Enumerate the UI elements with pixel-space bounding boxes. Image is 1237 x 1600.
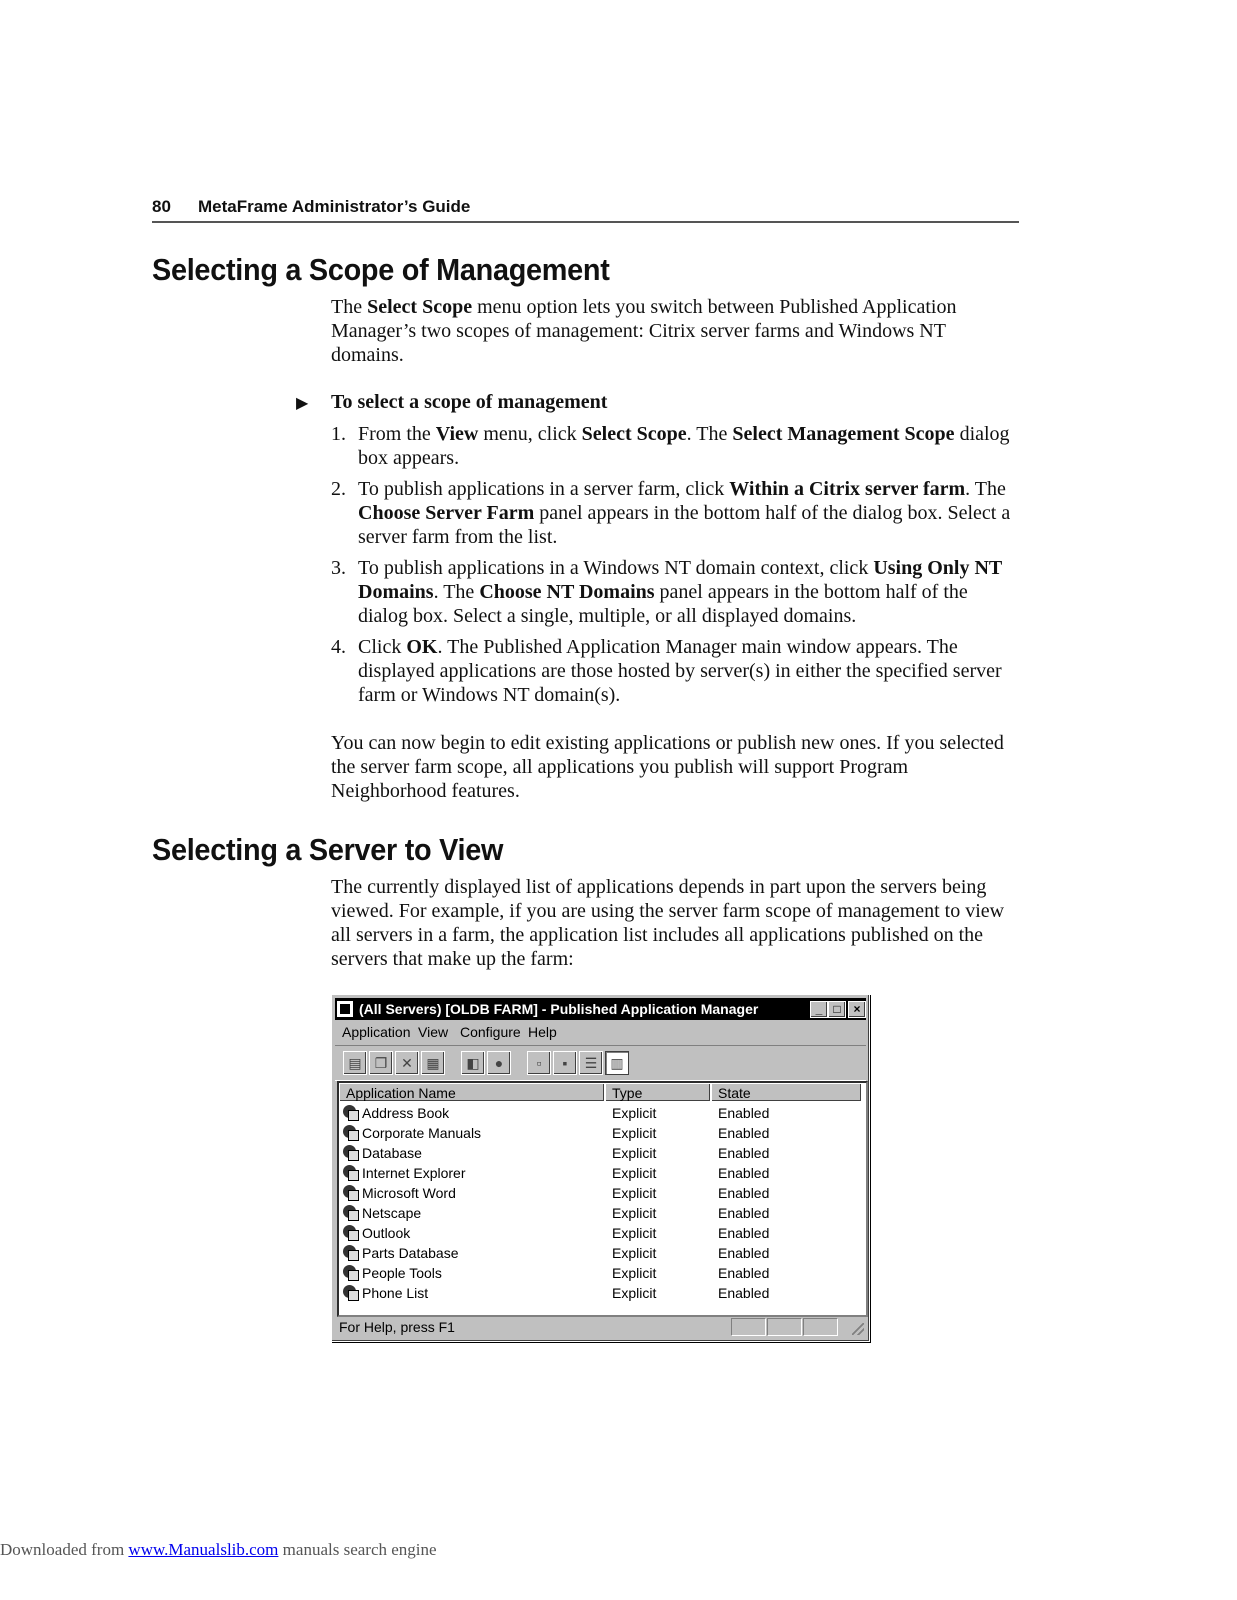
list-item[interactable]: Internet Explorer Explicit Enabled <box>339 1163 866 1183</box>
delete-icon[interactable]: ✕ <box>395 1051 419 1075</box>
section-heading-scope: Selecting a Scope of Management <box>152 252 610 287</box>
list-item[interactable]: Address Book Explicit Enabled <box>339 1103 866 1123</box>
menu-configure[interactable]: Configure <box>460 1024 521 1040</box>
list-item[interactable]: Parts Database Explicit Enabled <box>339 1243 866 1263</box>
status-text: For Help, press F1 <box>339 1319 455 1335</box>
published-app-icon <box>342 1105 358 1121</box>
published-app-manager-window <box>331 994 870 1342</box>
published-app-icon <box>342 1245 358 1261</box>
list-item[interactable]: People Tools Explicit Enabled <box>339 1263 866 1283</box>
resize-grip-icon[interactable] <box>852 1323 864 1335</box>
step-item: 4. Click OK. The Published Application Manager main window appears. The displayed applications are those hosted by server(s) in either the specified server farm or Windows NT domain(s). <box>331 636 1002 706</box>
list-item[interactable]: Database Explicit Enabled <box>339 1143 866 1163</box>
published-app-icon <box>342 1125 358 1141</box>
server-view-paragraph: The currently displayed list of applications depends in part upon the servers being viewed. For example, if you are using the server farm scope of management to view all servers in a farm, the application list includes all applications published on the servers that make up the farm: <box>331 876 1005 970</box>
list-item[interactable]: Phone List Explicit Enabled <box>339 1283 866 1303</box>
toolbar <box>335 1045 866 1081</box>
published-app-icon <box>342 1165 358 1181</box>
small-icons-view-icon[interactable]: ▪ <box>553 1051 577 1075</box>
published-app-icon <box>342 1285 358 1301</box>
list-view-icon[interactable]: ☰ <box>579 1051 603 1075</box>
window-titlebar[interactable] <box>335 998 866 1020</box>
published-app-icon <box>342 1185 358 1201</box>
application-list <box>337 1081 868 1317</box>
list-item[interactable]: Microsoft Word Explicit Enabled <box>339 1183 866 1203</box>
procedure-arrow-icon: ▶ <box>296 395 309 412</box>
section-heading-server-view: Selecting a Server to View <box>152 832 504 867</box>
status-panel <box>803 1318 838 1336</box>
pie-icon[interactable]: ● <box>487 1051 511 1075</box>
list-item[interactable]: Netscape Explicit Enabled <box>339 1203 866 1223</box>
new-icon[interactable]: ▤ <box>343 1051 367 1075</box>
app-window-icon <box>337 1001 353 1017</box>
published-app-icon <box>342 1265 358 1281</box>
manualslib-link[interactable]: www.Manualslib.com <box>128 1540 279 1559</box>
large-icons-view-icon[interactable]: ▫ <box>527 1051 551 1075</box>
scope-closing-paragraph: You can now begin to edit existing applications or publish new ones. If you selected the server farm scope, all applications you publish will support Program Neighborhood features. <box>331 732 1004 802</box>
copy-icon[interactable]: ❐ <box>369 1051 393 1075</box>
step-item: 3. To publish applications in a Windows NT domain context, click Using Only NT Domains. The Choose NT Domains panel appears in the bottom half of the dialog box. Select a single, multiple, or all displayed domains. <box>331 557 1002 627</box>
list-item[interactable]: Corporate Manuals Explicit Enabled <box>339 1123 866 1143</box>
close-button[interactable]: × <box>848 1001 866 1018</box>
column-header-state[interactable]: State <box>711 1083 862 1102</box>
menu-bar <box>335 1022 866 1044</box>
ica-file-icon[interactable]: ◧ <box>461 1051 485 1075</box>
maximize-button[interactable]: □ <box>828 1001 846 1018</box>
procedure-title: To select a scope of management <box>331 391 608 413</box>
steps-list <box>331 422 1021 714</box>
minimize-button[interactable]: _ <box>810 1001 828 1018</box>
step-item: 2. To publish applications in a server farm, click Within a Citrix server farm. The Choose Server Farm panel appears in the bottom half of the dialog box. Select a server farm from the list. <box>331 478 1011 548</box>
column-header-name[interactable]: Application Name <box>339 1083 605 1102</box>
running-header <box>152 197 1019 223</box>
menu-view[interactable]: View <box>418 1024 449 1040</box>
published-app-icon <box>342 1145 358 1161</box>
page-number: 80 <box>152 197 171 216</box>
window-title: (All Servers) [OLDB FARM] - Published Application Manager <box>359 1001 759 1017</box>
download-footer: Downloaded from www.Manualslib.com manuals search engine <box>0 1540 437 1559</box>
details-view-icon[interactable]: ▥ <box>605 1051 629 1075</box>
list-item[interactable]: Outlook Explicit Enabled <box>339 1223 866 1243</box>
published-app-icon <box>342 1205 358 1221</box>
properties-icon[interactable]: ▦ <box>421 1051 445 1075</box>
column-header-type[interactable]: Type <box>605 1083 711 1102</box>
menu-application[interactable]: Application <box>342 1024 411 1040</box>
status-panel <box>767 1318 802 1336</box>
step-item: 1. From the View menu, click Select Scope. The Select Management Scope dialog box appears. <box>331 423 1010 469</box>
status-panel <box>731 1318 766 1336</box>
status-bar <box>335 1315 866 1337</box>
scope-intro-paragraph: The Select Scope menu option lets you switch between Published Application Manager’s two scopes of management: Citrix server farms and Windows NT domains. <box>331 296 957 366</box>
book-title: MetaFrame Administrator’s Guide <box>198 197 471 216</box>
menu-help[interactable]: Help <box>528 1024 557 1040</box>
published-app-icon <box>342 1225 358 1241</box>
